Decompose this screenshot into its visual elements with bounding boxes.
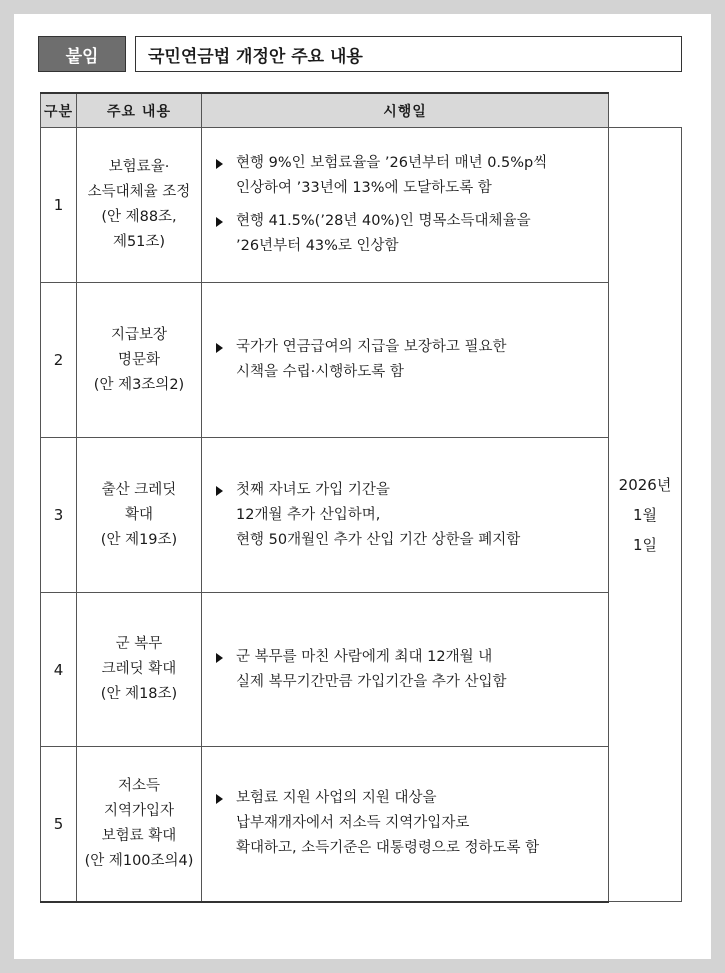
- table-row: [41, 438, 682, 593]
- item-title-line: 보험료 확대: [101, 827, 177, 844]
- table-row: [41, 283, 682, 438]
- bullet-item: [214, 478, 604, 553]
- item-title-line: (안 제19조): [100, 531, 178, 548]
- bullet-text-line: 첫째 자녀도 가입 기간을: [236, 481, 390, 498]
- item-title-line: (안 제18조): [100, 686, 178, 702]
- item-title-line: 저소득: [117, 777, 161, 794]
- item-title-line: (안 제88조,: [101, 209, 177, 225]
- bullet-text-line: 현행 41.5%(’28년 40%)인 명목소득대체율을: [236, 213, 531, 229]
- document-title: 국민연금법 개정안 주요 내용: [135, 36, 682, 72]
- item-title-line: (안 제100조의4): [84, 852, 194, 869]
- bullet-text-line: 시책을 수립·시행하도록 함: [236, 364, 404, 380]
- bullet-text-line: 국가가 연금급여의 지급을 보장하고 필요한: [236, 339, 507, 355]
- row-number: 4: [41, 593, 77, 747]
- content-cell: [202, 438, 609, 593]
- bullet-text-line: 현행 9%인 보험료율을 ’26년부터 매년 0.5%p씩: [236, 155, 548, 171]
- row-number: 3: [41, 438, 77, 593]
- bullet-text-line: 군 복무를 마친 사람에게 최대 12개월 내: [236, 648, 493, 665]
- document-page: [14, 14, 711, 959]
- item-title: [77, 593, 202, 747]
- triangle-bullet-icon: [216, 159, 223, 169]
- row-number: 1: [41, 128, 77, 283]
- bullet-item: [214, 151, 604, 201]
- row-number: 2: [41, 283, 77, 438]
- item-title-line: 지급보장: [110, 326, 168, 343]
- bullet-text-line: 인상하여 ’33년에 13%에 도달하도록 함: [236, 180, 492, 196]
- content-cell: [202, 747, 609, 902]
- attachment-tag: 붙임: [38, 36, 126, 72]
- table-row: [41, 593, 682, 747]
- bullet-item: [214, 786, 604, 861]
- triangle-bullet-icon: [216, 794, 223, 804]
- table-row: [41, 747, 682, 902]
- bullet-text-line: 현행 50개월인 추가 산입 기간 상한을 폐지함: [236, 531, 521, 548]
- item-title: [77, 747, 202, 902]
- effective-date-line: 1일: [632, 535, 658, 554]
- bullet-text-line: 12개월 추가 산입하며,: [236, 506, 381, 523]
- item-title-line: 지역가입자: [103, 802, 175, 819]
- item-title: [77, 438, 202, 593]
- bullet-item: [214, 645, 604, 695]
- item-title: [77, 283, 202, 438]
- bullet-item: [214, 209, 604, 259]
- bullet-text-line: 확대하고, 소득기준은 대통령령으로 정하도록 함: [236, 840, 540, 857]
- bullet-item: [214, 335, 604, 385]
- item-title-line: 명문화: [117, 351, 161, 368]
- column-header-content: 주요 내용: [77, 93, 202, 128]
- bullet-text-line: 납부재개자에서 저소득 지역가입자로: [236, 815, 470, 832]
- triangle-bullet-icon: [216, 343, 223, 353]
- amendment-table: [40, 92, 682, 903]
- content-cell: [202, 283, 609, 438]
- effective-date-line: 2026년: [618, 475, 672, 494]
- content-cell: [202, 593, 609, 747]
- item-title-line: 확대: [124, 506, 153, 523]
- table-header-row: [41, 93, 682, 128]
- item-title-line: 보험료율·: [108, 159, 170, 175]
- effective-date-line: 1월: [632, 505, 658, 524]
- bullet-text-line: 실제 복무기간만큼 가입기간을 추가 산입함: [236, 673, 507, 690]
- column-header-category: 구분: [41, 93, 77, 128]
- bullet-text-line: ’26년부터 43%로 인상함: [236, 238, 399, 254]
- table-row: [41, 128, 682, 283]
- item-title-line: 크레딧 확대: [101, 661, 177, 677]
- triangle-bullet-icon: [216, 217, 223, 227]
- item-title-line: 군 복무: [115, 636, 163, 652]
- bullet-text-line: 보험료 지원 사업의 지원 대상을: [236, 790, 437, 807]
- item-title-line: 제51조): [112, 234, 166, 250]
- document-header: [38, 36, 681, 72]
- content-cell: [202, 128, 609, 283]
- item-title-line: (안 제3조의2): [93, 376, 185, 393]
- effective-date-cell: [609, 128, 682, 902]
- triangle-bullet-icon: [216, 653, 223, 663]
- triangle-bullet-icon: [216, 486, 223, 496]
- item-title-line: 출산 크레딧: [101, 481, 177, 498]
- row-number: 5: [41, 747, 77, 902]
- item-title: [77, 128, 202, 283]
- column-header-effective-date: 시행일: [202, 93, 609, 128]
- item-title-line: 소득대체율 조정: [87, 184, 191, 200]
